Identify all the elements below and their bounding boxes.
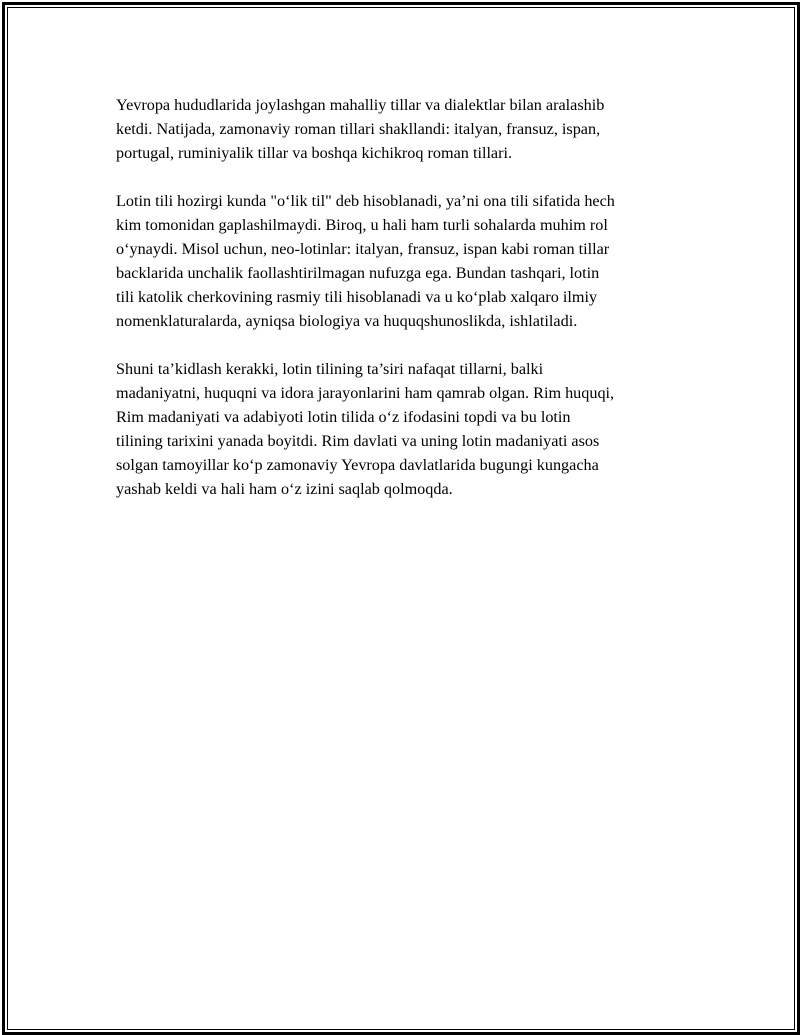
paragraph-line: yashab keldi va hali ham o‘z izini saqlab qolmoqda.: [116, 480, 453, 498]
paragraph-line: ketdi. Natijada, zamonaviy roman tillari shakllandi: italyan, fransuz, ispan,: [116, 120, 601, 138]
document-body: [116, 93, 696, 525]
paragraph-line: o‘ynaydi. Misol uchun, neo-lotinlar: italyan, fransuz, ispan kabi roman tillar: [116, 240, 610, 258]
paragraph-line: backlarida unchalik faollashtirilmagan nufuzga ega. Bundan tashqari, lotin: [116, 264, 600, 282]
paragraph-line: madaniyatni, huquqni va idora jarayonlarini ham qamrab olgan. Rim huquqi,: [116, 384, 615, 402]
paragraph-1: [116, 93, 696, 165]
paragraph-line: kim tomonidan gaplashilmaydi. Biroq, u hali ham turli sohalarda muhim rol: [116, 216, 608, 234]
paragraph-line: Yevropa hududlarida joylashgan mahalliy tillar va dialektlar bilan aralashib: [116, 96, 605, 114]
paragraph-line: solgan tamoyillar ko‘p zamonaviy Yevropa davlatlarida bugungi kungacha: [116, 456, 599, 474]
paragraph-line: portugal, ruminiyalik tillar va boshqa kichikroq roman tillari.: [116, 144, 513, 162]
paragraph-2: [116, 189, 696, 333]
paragraph-line: Lotin tili hozirgi kunda "o‘lik til" deb hisoblanadi, ya’ni ona tili sifatida hech: [116, 192, 615, 210]
paragraph-line: Shuni ta’kidlash kerakki, lotin tilining ta’siri nafaqat tillarni, balki: [116, 360, 544, 378]
paragraph-line: Rim madaniyati va adabiyoti lotin tilida o‘z ifodasini topdi va bu lotin: [116, 408, 571, 426]
paragraph-3: [116, 357, 696, 501]
paragraph-line: tilining tarixini yanada boyitdi. Rim davlati va uning lotin madaniyati asos: [116, 432, 600, 450]
paragraph-line: nomenklaturalarda, ayniqsa biologiya va huquqshunoslikda, ishlatiladi.: [116, 312, 578, 330]
paragraph-line: tili katolik cherkovining rasmiy tili hisoblanadi va u ko‘plab xalqaro ilmiy: [116, 288, 598, 306]
